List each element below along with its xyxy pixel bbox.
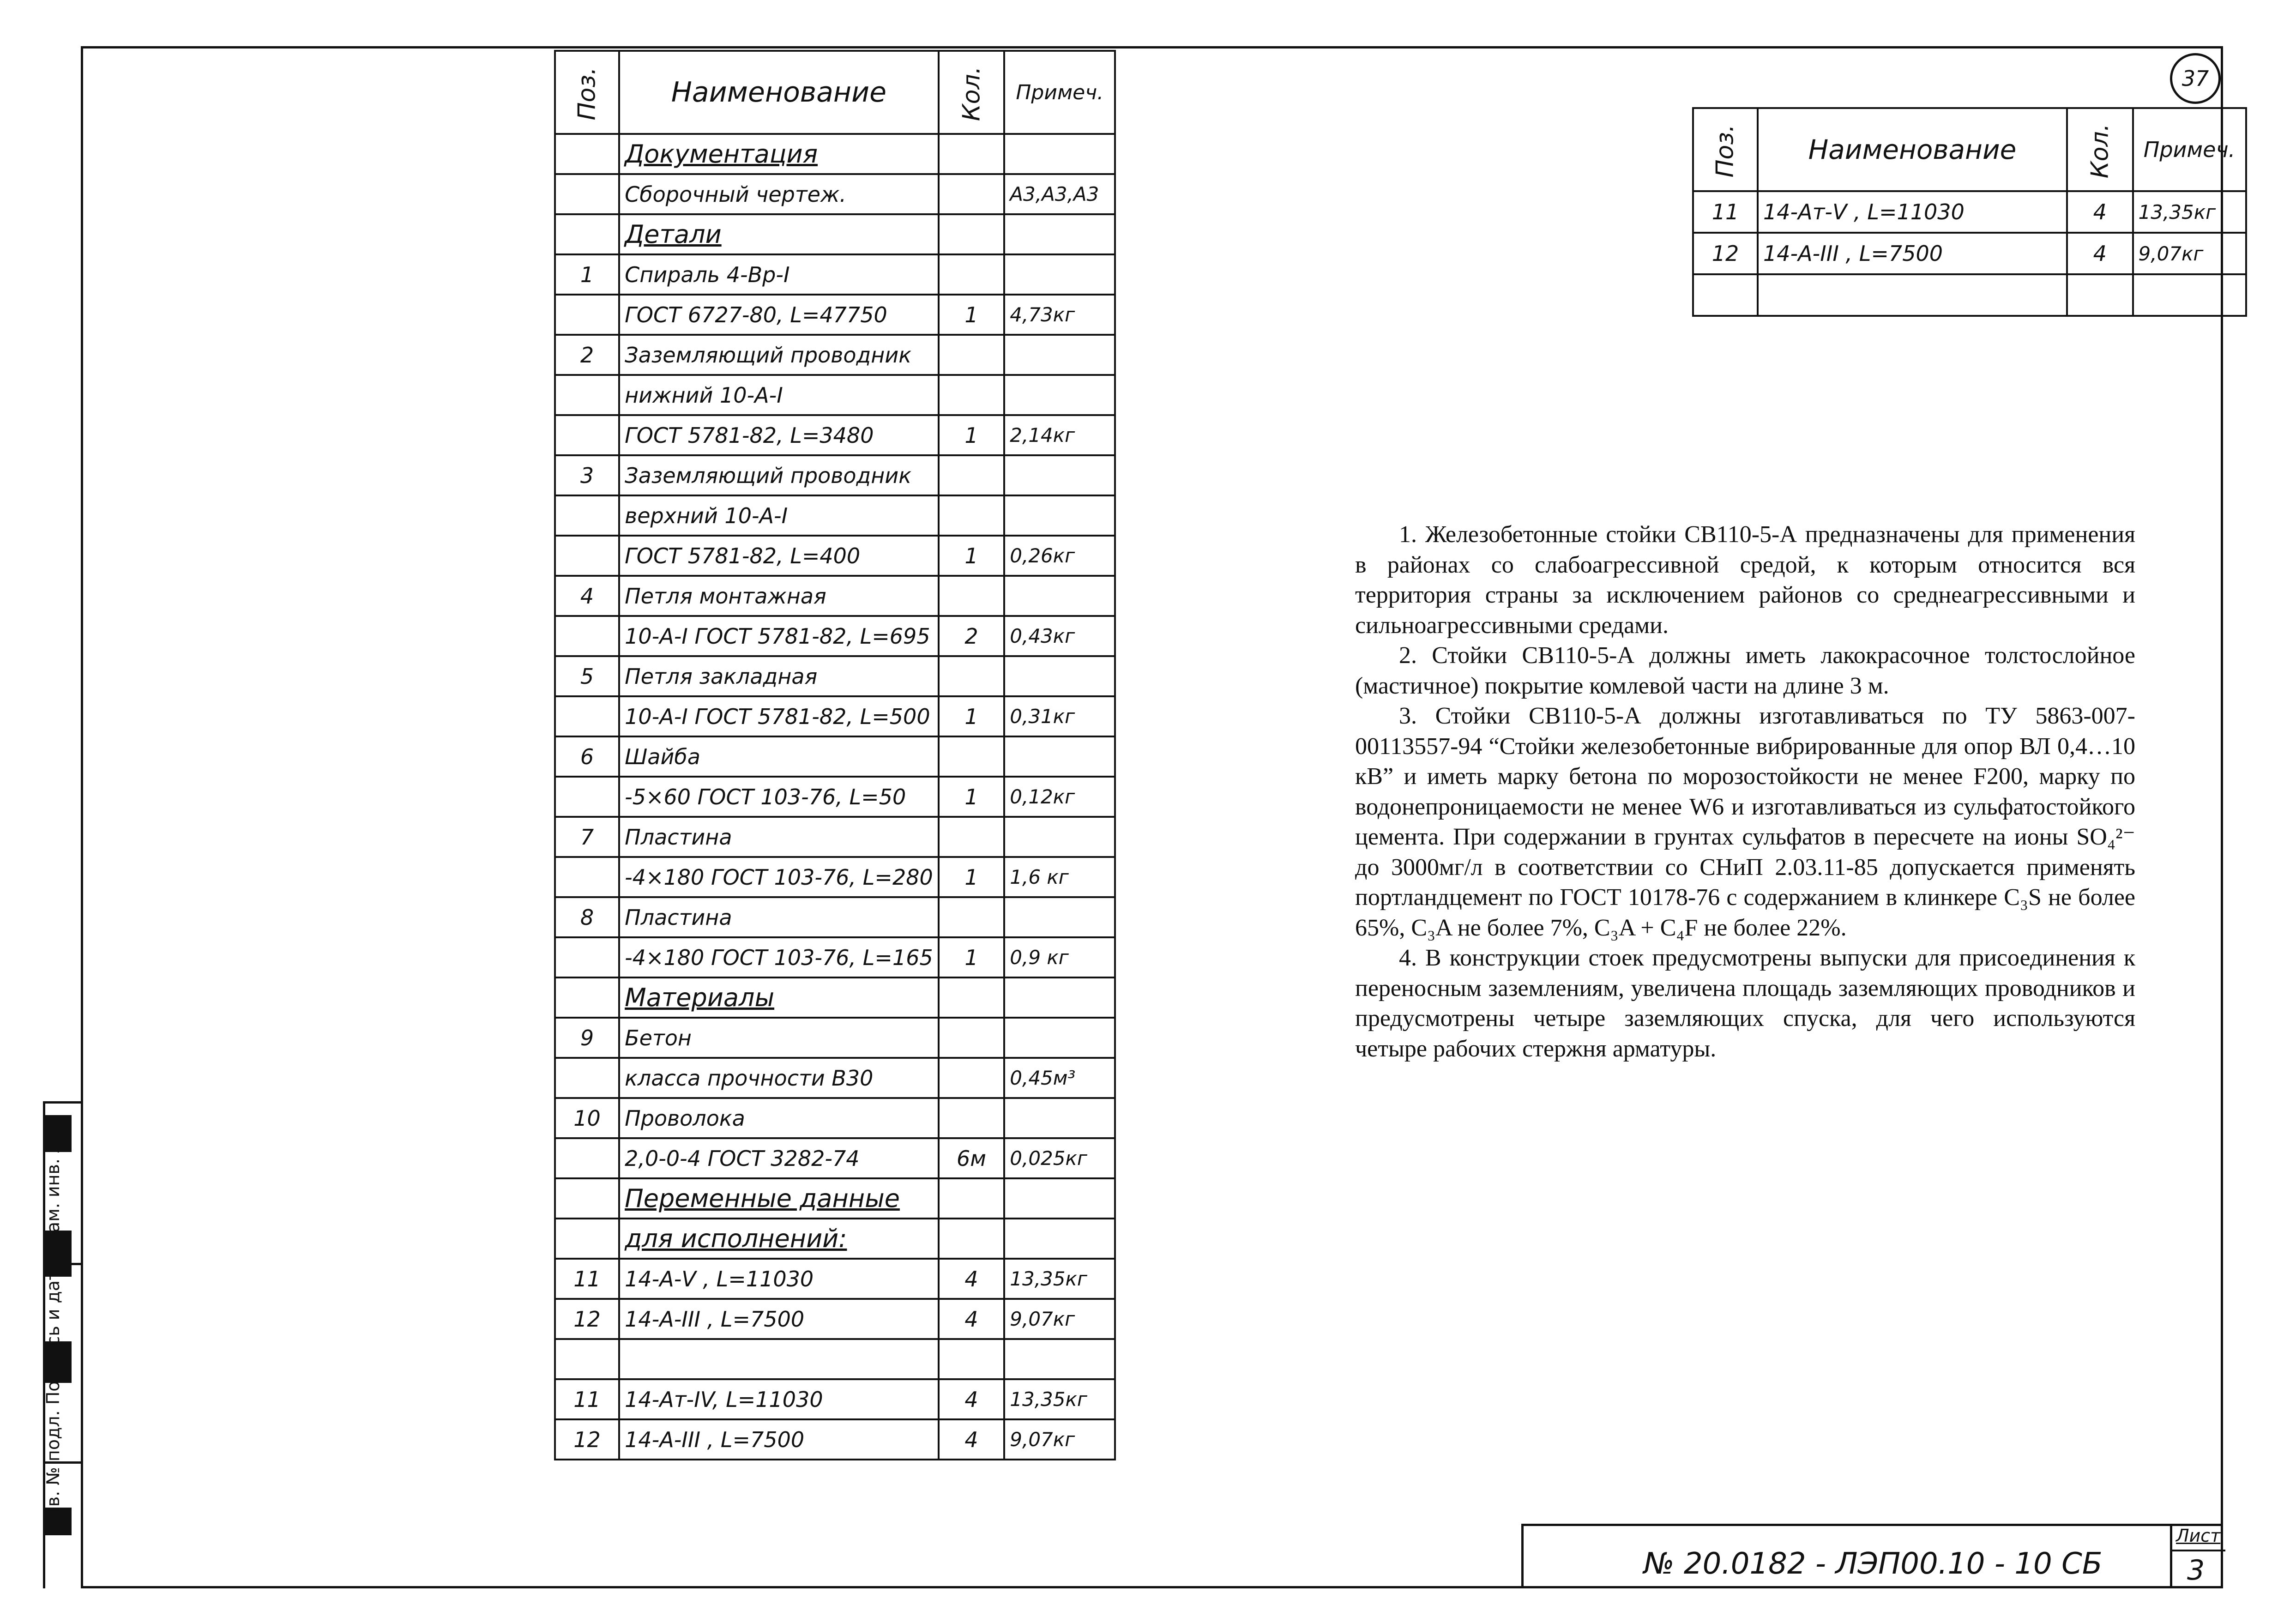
sheet-box [2170,1524,2223,1588]
pos-cell: 12 [1693,233,1758,274]
qty-cell [939,214,1005,254]
pos-cell: 11 [555,1379,619,1419]
table-row [555,576,1115,616]
name-cell: 14-А-V , L=11030 [619,1259,939,1299]
qty-cell [939,1219,1005,1259]
section-heading: для исполнений: [619,1219,939,1259]
note-cell: 0,12кг [1004,777,1115,817]
table-row [555,1299,1115,1339]
qty-cell: 1 [939,696,1005,736]
note-cell: 1,6 кг [1004,857,1115,897]
name-cell: 10-А-I ГОСТ 5781-82, L=695 [619,616,939,656]
note-cell: А3,А3,А3 [1004,174,1115,214]
pos-cell [555,495,619,536]
note-cell [1004,656,1115,696]
name-cell: нижний 10-А-I [619,375,939,415]
margin-stamp [25,1101,81,1588]
header-name: Наименование [619,51,939,134]
pos-cell [555,1178,619,1219]
name-cell: 14-Ат-V , L=11030 [1758,191,2067,233]
note-cell: 4,73кг [1004,295,1115,335]
table-row [555,1379,1115,1419]
table-row [555,937,1115,977]
pos-cell [555,536,619,576]
pos-cell: 11 [1693,191,1758,233]
qty-cell: 2 [939,616,1005,656]
qty-cell [939,495,1005,536]
note-cell: 9,07кг [1004,1419,1115,1460]
section-heading: Материалы [619,977,939,1018]
qty-cell: 4 [939,1299,1005,1339]
name-cell: ГОСТ 6727-80, L=47750 [619,295,939,335]
header-qty: Кол. [939,51,1005,134]
name-cell: 14-А-III , L=7500 [619,1419,939,1460]
name-cell: Петля закладная [619,656,939,696]
table-row [555,1259,1115,1299]
qty-cell: 1 [939,937,1005,977]
note-cell [1004,1339,1115,1379]
pos-cell [555,1339,619,1379]
qty-cell: 1 [939,295,1005,335]
pos-cell [555,1219,619,1259]
table-row [555,1339,1115,1379]
note-cell: 0,26кг [1004,536,1115,576]
name-cell: Пластина [619,817,939,857]
qty-cell: 1 [939,857,1005,897]
section-heading: Детали [619,214,939,254]
table-row [1693,191,2246,233]
note-cell [1004,254,1115,295]
pos-cell [555,375,619,415]
pos-cell [555,1138,619,1178]
qty-cell [939,134,1005,174]
table-row [555,696,1115,736]
note-cell [1004,455,1115,495]
pos-cell [555,977,619,1018]
pos-cell [555,214,619,254]
table-row [555,536,1115,576]
table-row [555,897,1115,937]
table-header-row [555,51,1115,134]
note-cell [1004,214,1115,254]
name-cell: верхний 10-А-I [619,495,939,536]
header-qty: Кол. [2067,108,2133,191]
table-row [555,1419,1115,1460]
specification-table-body [555,51,1115,1460]
qty-cell [939,1018,1005,1058]
table-row [555,455,1115,495]
header-pos: Поз. [555,51,619,134]
table-row [555,977,1115,1018]
table-row [555,415,1115,455]
pos-cell: 3 [555,455,619,495]
table-row [555,214,1115,254]
name-cell: 14-А-III , L=7500 [619,1299,939,1339]
note-cell: 13,35кг [1004,1379,1115,1419]
note-4: 4. В конструкции стоек предусмотрены выпуски для присоединения к переносным заземлениям, увеличена площадь заземляющих проводников и предусмотрены четыре заземляющих спуска, для чего используются четыре рабочих стержня арматуры. [1355,945,2135,1062]
pos-cell: 7 [555,817,619,857]
qty-cell [939,1178,1005,1219]
name-cell [619,1339,939,1379]
note-cell [1004,736,1115,777]
name-cell: -4×180 ГОСТ 103-76, L=280 [619,857,939,897]
section-heading: Переменные данные [619,1178,939,1219]
table-row [1693,233,2246,274]
table-row [555,495,1115,536]
note-cell: 9,07кг [1004,1299,1115,1339]
qty-cell [939,335,1005,375]
section-heading: Документация [619,134,939,174]
qty-cell: 4 [2067,191,2133,233]
document-number: № 20.0182 - ЛЭП00.10 - 10 СБ [1644,1547,2103,1581]
pos-cell [555,857,619,897]
note-cell [1004,1178,1115,1219]
name-cell: -4×180 ГОСТ 103-76, L=165 [619,937,939,977]
header-note: Примеч. [1004,51,1115,134]
note-cell [1004,134,1115,174]
pos-cell: 12 [555,1419,619,1460]
note-3: 3. Стойки СВ110-5-А должны изготавливаться по ТУ 5863-007-00113557-94 “Стойки железобетонные вибрированные для опор ВЛ 0,4…10 кВ” и иметь марку бетона по морозостойкости не менее F200, марку по водонепроницаемости не менее W6 и изготавливаться из сульфатостойкого цемента. При содержании в грунтах сульфатов в пересчете на ионы SO₄²⁻ до 3000мг/л в соответствии со СНиП 2.03.11-85 допускается применять портландцемент по ГОСТ 10178-76 с содержанием в клинкере C₃S не более 65%, C₃A не более 7%, C₃A + C₄F не более 22%. [1355,703,2135,941]
header-note: Примеч. [2133,108,2246,191]
note-1: 1. Железобетонные стойки СВ110-5-А предназначены для применения в районах со слабоагрессивной средой, к которым относится вся территория страны за исключением районов со среднеагрессивными и сильноагрессивными средами. [1355,521,2135,639]
qty-cell: 4 [939,1419,1005,1460]
table-row [555,1178,1115,1219]
note-cell: 0,45м³ [1004,1058,1115,1098]
qty-cell: 1 [939,536,1005,576]
pos-cell: 12 [555,1299,619,1339]
qty-cell [939,817,1005,857]
specification-table [554,50,1116,1460]
qty-cell: 4 [939,1379,1005,1419]
note-cell [1004,375,1115,415]
table-header-row [1693,108,2246,191]
note-2: 2. Стойки СВ110-5-А должны иметь лакокрасочное толстослойное (мастичное) покрытие комлевой части на длине 3 м. [1355,642,2135,699]
sheet-divider [2172,1550,2225,1551]
sheet-number: 3 [2187,1554,2205,1587]
pos-cell [555,295,619,335]
variant-table [1692,107,2247,317]
qty-cell: 1 [939,777,1005,817]
qty-cell: 1 [939,415,1005,455]
pos-cell [555,415,619,455]
pos-cell [1693,274,1758,316]
name-cell: 2,0-0-4 ГОСТ 3282-74 [619,1138,939,1178]
note-cell [1004,1219,1115,1259]
note-cell: 0,43кг [1004,616,1115,656]
name-cell [1758,274,2067,316]
header-pos: Поз. [1693,108,1758,191]
variant-table-body [1693,108,2246,316]
table-row [555,254,1115,295]
name-cell: Проволока [619,1098,939,1138]
table-row [555,134,1115,174]
note-cell: 13,35кг [2133,191,2246,233]
table-row [555,1138,1115,1178]
note-cell [1004,576,1115,616]
table-row [555,1098,1115,1138]
pos-cell: 2 [555,335,619,375]
name-cell: Бетон [619,1018,939,1058]
qty-cell [939,1339,1005,1379]
name-cell: 10-А-I ГОСТ 5781-82, L=500 [619,696,939,736]
qty-cell [939,736,1005,777]
qty-cell [939,254,1005,295]
pos-cell [555,174,619,214]
qty-cell [939,1098,1005,1138]
table-row [555,857,1115,897]
name-cell: Шайба [619,736,939,777]
table-row [555,616,1115,656]
name-cell: Заземляющий проводник [619,335,939,375]
pos-cell [555,696,619,736]
technical-notes [1355,519,2135,1064]
name-cell: 14-А-III , L=7500 [1758,233,2067,274]
table-row [555,736,1115,777]
qty-cell [939,576,1005,616]
name-cell: Спираль 4-Вр-I [619,254,939,295]
table-row [555,777,1115,817]
table-row [555,375,1115,415]
pos-cell [555,1058,619,1098]
qty-cell [2067,274,2133,316]
note-cell [1004,977,1115,1018]
name-cell: -5×60 ГОСТ 103-76, L=50 [619,777,939,817]
name-cell: ГОСТ 5781-82, L=400 [619,536,939,576]
name-cell: Петля монтажная [619,576,939,616]
note-cell [1004,1098,1115,1138]
pos-cell: 5 [555,656,619,696]
pos-cell: 1 [555,254,619,295]
pos-cell: 10 [555,1098,619,1138]
qty-cell [939,977,1005,1018]
note-cell: 0,9 кг [1004,937,1115,977]
name-cell: ГОСТ 5781-82, L=3480 [619,415,939,455]
note-cell: 0,31кг [1004,696,1115,736]
table-row [555,656,1115,696]
note-cell [1004,817,1115,857]
note-cell [1004,1018,1115,1058]
table-row [555,1058,1115,1098]
table-row [555,817,1115,857]
note-cell: 9,07кг [2133,233,2246,274]
note-cell [2133,274,2246,316]
name-cell: Заземляющий проводник [619,455,939,495]
table-row [555,295,1115,335]
sheet-label: Лист [2176,1526,2221,1546]
note-cell: 2,14кг [1004,415,1115,455]
qty-cell [939,375,1005,415]
qty-cell: 4 [2067,233,2133,274]
qty-cell: 4 [939,1259,1005,1299]
qty-cell [939,455,1005,495]
table-row [555,335,1115,375]
table-row [1693,274,2246,316]
note-cell: 0,025кг [1004,1138,1115,1178]
table-row [555,1219,1115,1259]
pos-cell: 11 [555,1259,619,1299]
pos-cell [555,937,619,977]
qty-cell [939,656,1005,696]
pos-cell [555,777,619,817]
note-cell [1004,335,1115,375]
note-cell [1004,495,1115,536]
name-cell: 14-Ат-IV, L=11030 [619,1379,939,1419]
name-cell: Сборочный чертеж. [619,174,939,214]
table-row [555,174,1115,214]
note-cell [1004,897,1115,937]
qty-cell [939,174,1005,214]
pos-cell: 8 [555,897,619,937]
pos-cell: 4 [555,576,619,616]
pos-cell [555,134,619,174]
note-cell: 13,35кг [1004,1259,1115,1299]
page-number-circle: 37 [2170,53,2221,104]
name-cell: класса прочности В30 [619,1058,939,1098]
qty-cell: 6м [939,1138,1005,1178]
table-row [555,1018,1115,1058]
qty-cell [939,897,1005,937]
header-name: Наименование [1758,108,2067,191]
pos-cell [555,616,619,656]
pos-cell: 6 [555,736,619,777]
pos-cell: 9 [555,1018,619,1058]
name-cell: Пластина [619,897,939,937]
stamp-text: Инв. № подл. Подпись и дата Взам. инв. № [43,1134,63,1532]
qty-cell [939,1058,1005,1098]
